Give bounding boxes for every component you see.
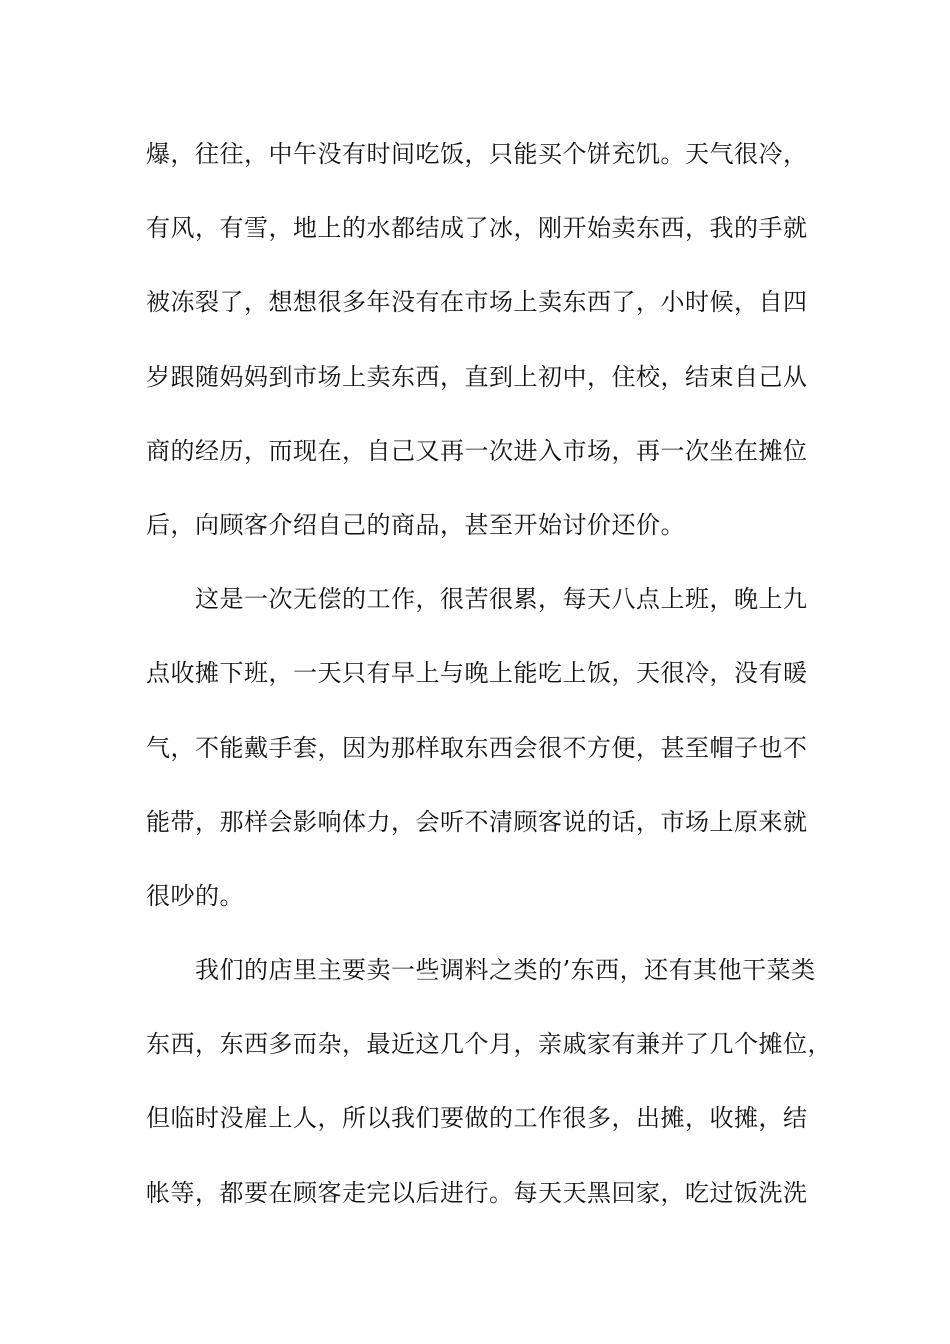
body-text xyxy=(146,129,832,1242)
text-line: 气，不能戴手套，因为那样取东西会很不方便，甚至帽子也不 xyxy=(146,733,808,762)
text-line: 商的经历，而现在，自己又再一次进入市场，再一次坐在摊位 xyxy=(146,436,808,465)
text-line: 爆，往往，中午没有时间吃饭，只能买个饼充饥。天气很冷， xyxy=(146,140,808,168)
text-line: 很吵的。 xyxy=(146,881,244,910)
text-line: 能带，那样会影响体力，会听不清顾客说的话，市场上原来就 xyxy=(146,807,808,836)
text-line: 这是一次无偿的工作，很苦很累，每天八点上班，晚上九 xyxy=(146,585,808,614)
text-line: 帐等，都要在顾客走完以后进行。每天天黑回家，吃过饭洗洗 xyxy=(146,1178,808,1207)
text-line: 后，向顾客介绍自己的商品，甚至开始讨价还价。 xyxy=(146,510,685,539)
text-line: 但临时没雇上人，所以我们要做的工作很多，出摊，收摊，结 xyxy=(146,1104,808,1133)
text-line: 我们的店里主要卖一些调料之类的’东西，还有其他干菜类 xyxy=(146,956,816,985)
text-line: 岁跟随妈妈到市场上卖东西，直到上初中，住校，结束自己从 xyxy=(146,362,808,391)
text-line: 被冻裂了，想想很多年没有在市场上卖东西了，小时候，自四 xyxy=(146,288,808,317)
text-line: 东西，东西多而杂，最近这几个月，亲戚家有兼并了几个摊位， xyxy=(146,1030,832,1059)
text-line: 点收摊下班，一天只有早上与晚上能吃上饭，天很冷，没有暖 xyxy=(146,659,808,688)
text-line: 有风，有雪，地上的水都结成了冰，刚开始卖东西，我的手就 xyxy=(146,214,808,243)
